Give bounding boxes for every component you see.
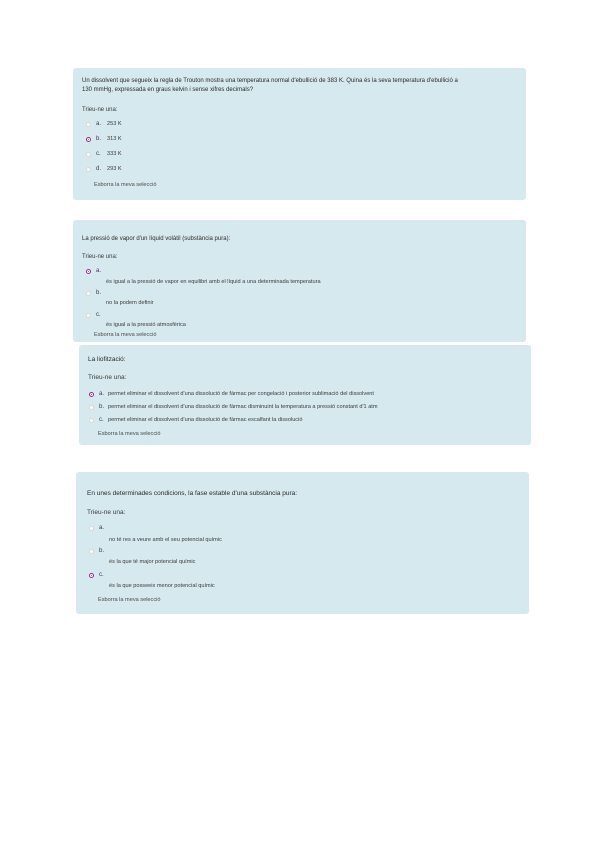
- option-c[interactable]: [89, 571, 519, 593]
- option-letter: d.: [96, 166, 102, 172]
- option-letter: a.: [99, 391, 105, 397]
- radio-button[interactable]: [89, 526, 94, 531]
- clear-selection-link[interactable]: Esborra la meva selecció: [98, 597, 161, 603]
- option-c[interactable]: [86, 311, 516, 331]
- radio-button[interactable]: [89, 418, 94, 423]
- option-letter: b.: [96, 290, 102, 296]
- option-text: no la podem definir: [106, 300, 154, 306]
- option-text: 313 K: [107, 136, 122, 142]
- clear-selection-link[interactable]: Esborra la meva selecció: [98, 431, 161, 437]
- option-letter: b.: [96, 136, 102, 142]
- option-letter: c.: [96, 151, 101, 157]
- question-text: La liofització:: [88, 356, 126, 363]
- question-text: En unes determinades condicions, la fase estable d'una substància pura:: [87, 490, 298, 497]
- clear-selection-link[interactable]: Esborra la meva selecció: [94, 182, 157, 188]
- question-card-2: [73, 220, 526, 342]
- option-text: permet eliminar el dissolvent d'una dissolució de fàrmac disminuint la temperatura a pressió constant d'1 atm: [108, 404, 378, 410]
- option-text: és igual a la pressió atmosfèrica: [106, 322, 186, 328]
- option-letter: a.: [96, 121, 102, 127]
- option-text: 293 K: [107, 166, 122, 172]
- option-letter: b.: [99, 404, 105, 410]
- radio-button-selected[interactable]: [89, 392, 94, 397]
- clear-selection-link[interactable]: Esborra la meva selecció: [94, 332, 157, 338]
- radio-button[interactable]: [89, 405, 94, 410]
- choose-one-label: Trieu-ne una:: [87, 509, 126, 516]
- option-letter: a.: [99, 525, 105, 531]
- radio-button[interactable]: [86, 152, 91, 157]
- radio-button-selected[interactable]: [86, 269, 91, 274]
- option-text: és la que posseeix menor potencial químic: [109, 583, 215, 589]
- question-card-4: [76, 472, 529, 614]
- radio-button-selected[interactable]: [86, 137, 91, 142]
- option-text: permet eliminar el dissolvent d'una dissolució de fàrmac per congelació i posterior sublimació del dissolvent: [108, 391, 374, 397]
- option-text: és igual a la pressió de vapor en equilibri amb el líquid a una determinada temperatura: [106, 279, 321, 285]
- option-b[interactable]: [86, 289, 516, 309]
- question-text: La pressió de vapor d'un líquid volàtil (substància pura):: [82, 236, 231, 242]
- option-a[interactable]: [89, 524, 519, 546]
- option-letter: b.: [99, 548, 105, 554]
- option-letter: c.: [96, 312, 101, 318]
- option-text: no té res a veure amb el seu potencial químic: [109, 537, 222, 543]
- option-text: 333 K: [107, 151, 122, 157]
- radio-button[interactable]: [86, 122, 91, 127]
- choose-one-label: Trieu-ne una:: [82, 254, 118, 260]
- option-letter: c.: [99, 572, 104, 578]
- option-text: és la que té major potencial químic: [109, 559, 196, 565]
- option-a[interactable]: [86, 267, 516, 287]
- radio-button-selected[interactable]: [89, 573, 94, 578]
- radio-button[interactable]: [89, 549, 94, 554]
- choose-one-label: Trieu-ne una:: [88, 374, 127, 381]
- option-letter: c.: [99, 417, 104, 423]
- option-b[interactable]: [89, 547, 519, 569]
- radio-button[interactable]: [86, 291, 91, 296]
- option-text: permet eliminar el dissolvent d'una dissolució de fàrmac escalfant la dissolució: [108, 417, 303, 423]
- choose-one-label: Trieu-ne una:: [82, 107, 118, 113]
- question-card-1: [73, 68, 526, 200]
- radio-button[interactable]: [86, 167, 91, 172]
- option-letter: a.: [96, 268, 102, 274]
- radio-button[interactable]: [86, 313, 91, 318]
- question-text: Un dissolvent que segueix la regla de Trouton mostra una temperatura normal d'ebullició de 383 K. Quina és la seva temperatura d'ebullició a 130 mmHg, expressada en graus kelvin i sense xifres decimals?: [82, 78, 458, 93]
- option-text: 253 K: [107, 121, 122, 127]
- question-card-3: [79, 345, 531, 445]
